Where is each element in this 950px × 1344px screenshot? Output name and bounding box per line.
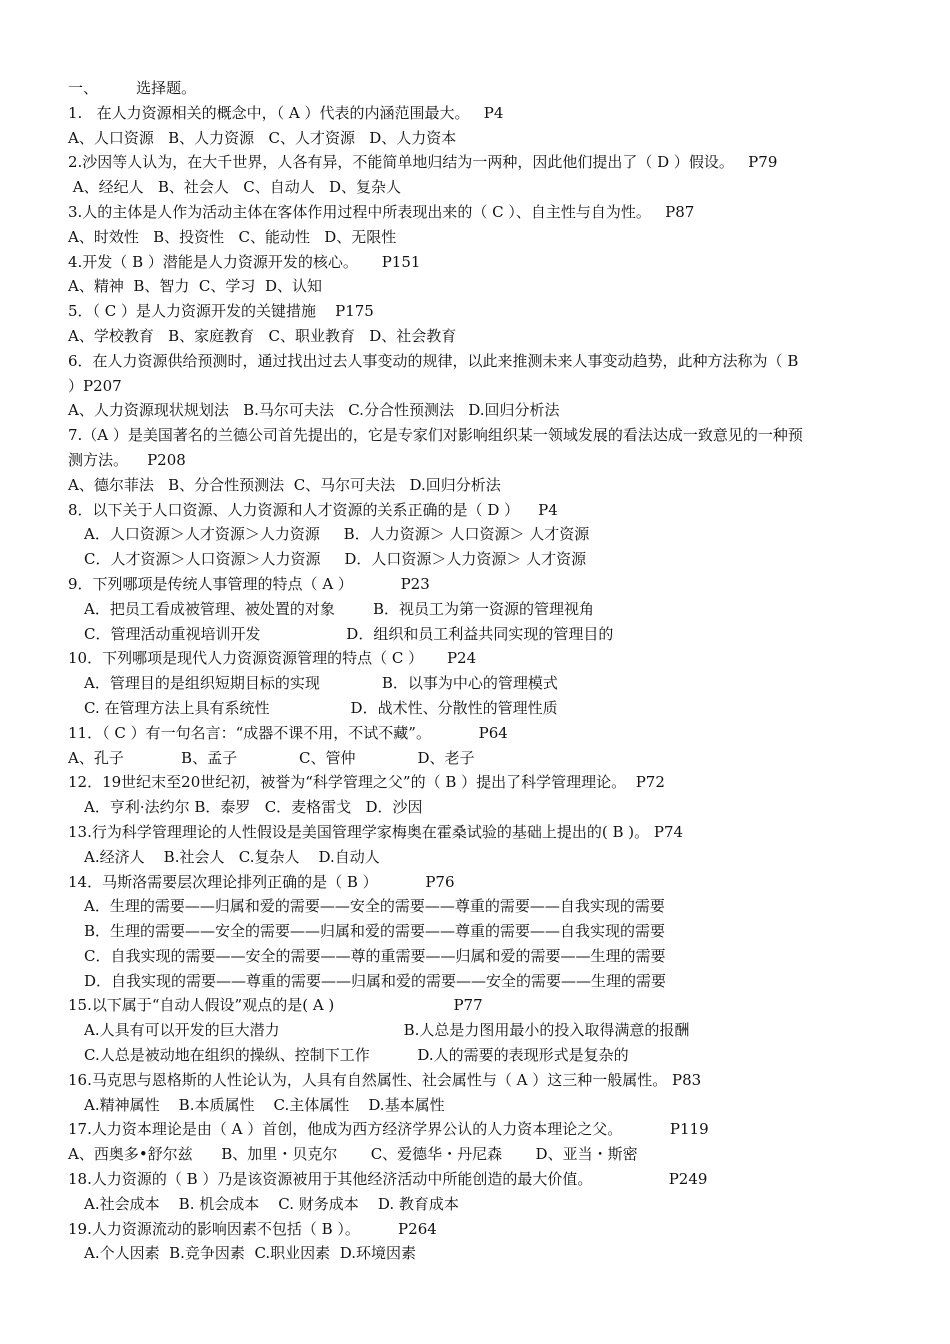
question-line-continued: ）P207 <box>68 376 122 395</box>
options-line: A．生理的需要——归属和爱的需要——安全的需要——尊重的需要——自我实现的需要 <box>84 897 665 916</box>
options-line: C．人才资源＞人口资源＞人力资源 D．人口资源＞人力资源＞ 人才资源 <box>84 550 587 569</box>
options-line: A、经纪人 B、社会人 C、自动人 D、复杂人 <box>68 178 402 197</box>
question-line: 12．19世纪末至20世纪初，被誉为“科学管理之父”的（ B ）提出了科学管理理论。 P72 <box>68 773 665 792</box>
options-line: C.人总是被动地在组织的操纵、控制下工作 D.人的需要的表现形式是复杂的 <box>84 1046 629 1065</box>
question-line: 19.人力资源流动的影响因素不包括（ B ）。 P264 <box>68 1219 437 1238</box>
question-line: 4.开发（ B ）潜能是人力资源开发的核心。 P151 <box>68 252 421 271</box>
options-line: A、孔子 B、孟子 C、管仲 D、老子 <box>68 748 475 767</box>
options-line: A．人口资源＞人才资源＞人力资源 B．人力资源＞ 人口资源＞ 人才资源 <box>84 525 590 544</box>
options-line: C．自我实现的需要——安全的需要——尊的重需要——归属和爱的需要——生理的需要 <box>84 946 666 965</box>
options-line: A．管理目的是组织短期目标的实现 B．以事为中心的管理模式 <box>84 674 558 693</box>
question-line: 16.马克思与恩格斯的人性论认为，人具有自然属性、社会属性与（ A ）这三种一般属性。 P83 <box>68 1070 702 1089</box>
options-line: A.经济人 B.社会人 C.复杂人 D.自动人 <box>84 847 380 866</box>
options-line: A、人口资源 B、人力资源 C、人才资源 D、人力资本 <box>68 128 457 147</box>
options-line: C．管理活动重视培训开发 D．组织和员工利益共同实现的管理目的 <box>84 624 614 643</box>
question-line: 13.行为科学管理理论的人性假设是美国管理学家梅奥在霍桑试验的基础上提出的( B )。 P74 <box>68 822 684 841</box>
options-line: A．亨利·法约尔 B．泰罗 C．麦格雷戈 D．沙因 <box>84 798 423 817</box>
question-line: 8．以下关于人口资源、人力资源和人才资源的关系正确的是（ D ） P4 <box>68 500 558 519</box>
question-line: 3.人的主体是人作为活动主体在客体作用过程中所表现出来的（ C ）、自主性与自为性。 P87 <box>68 202 695 221</box>
options-line: A、时效性 B、投资性 C、能动性 D、无限性 <box>68 227 397 246</box>
options-line: A、精神 B、智力 C、学习 D、认知 <box>68 277 322 296</box>
section-title: 一、 选择题。 <box>68 79 197 97</box>
options-line: A、人力资源现状规划法 B.马尔可夫法 C.分合性预测法 D.回归分析法 <box>68 401 560 420</box>
options-line: A.社会成本 B. 机会成本 C. 财务成本 D. 教育成本 <box>84 1194 459 1213</box>
document-body <box>68 76 898 1266</box>
options-line: A、德尔菲法 B、分合性预测法 C、马尔可夫法 D.回归分析法 <box>68 475 501 494</box>
question-line: 15.以下属于“自动人假设”观点的是( A ) P77 <box>68 996 483 1015</box>
question-line: 1. 在人力资源相关的概念中，（ A ）代表的内涵范围最大。 P4 <box>68 103 504 122</box>
options-line: A.人具有可以开发的巨大潜力 B.人总是力图用最小的投入取得满意的报酬 <box>84 1021 690 1040</box>
question-line: 14．马斯洛需要层次理论排列正确的是（ B ） P76 <box>68 872 455 891</box>
options-line: A.精神属性 B.本质属性 C.主体属性 D.基本属性 <box>84 1095 445 1114</box>
question-line: 2.沙因等人认为，在大千世界，人各有异，不能简单地归结为一两种，因此他们提出了（ D ）假设。 P79 <box>68 153 778 172</box>
question-line: 9．下列哪项是传统人事管理的特点（ A ） P23 <box>68 574 430 593</box>
question-line: 10．下列哪项是现代人力资源资源管理的特点（ C ） P24 <box>68 649 477 668</box>
question-line: 5．（ C ）是人力资源开发的关键措施 P175 <box>68 302 374 321</box>
question-line: 17.人力资本理论是由（ A ）首创，他成为西方经济学界公认的人力资本理论之父。 P119 <box>68 1120 709 1139</box>
options-line: D．自我实现的需要——尊重的需要——归属和爱的需要——安全的需要——生理的需要 <box>84 971 667 990</box>
options-line: B．生理的需要——安全的需要——归属和爱的需要——尊重的需要——自我实现的需要 <box>84 922 666 941</box>
options-line: A．把员工看成被管理、被处置的对象 B．视员工为第一资源的管理视角 <box>84 599 595 618</box>
options-line: A、西奥多•舒尔兹 B、加里・贝克尔 C、爱德华・丹尼森 D、亚当・斯密 <box>68 1145 638 1164</box>
options-line: C. 在管理方法上具有系统性 D．战术性、分散性的管理性质 <box>84 698 558 717</box>
question-line: 7.（A ）是美国著名的兰德公司首先提出的，它是专家们对影响组织某一领域发展的看法达成一致意见的一种预 <box>68 426 803 445</box>
question-line-continued: 测方法。 P208 <box>68 450 186 469</box>
question-line: 6．在人力资源供给预测时，通过找出过去人事变动的规律，以此来推测未来人事变动趋势，此种方法称为（ B <box>68 351 799 370</box>
question-line: 18.人力资源的（ B ）乃是该资源被用于其他经济活动中所能创造的最大价值。 P249 <box>68 1170 708 1189</box>
options-line: A.个人因素 B.竞争因素 C.职业因素 D.环境因素 <box>84 1244 416 1263</box>
question-line: 11．（ C ）有一句名言：“成器不课不用，不试不藏”。 P64 <box>68 723 508 742</box>
options-line: A、学校教育 B、家庭教育 C、职业教育 D、社会教育 <box>68 326 457 345</box>
